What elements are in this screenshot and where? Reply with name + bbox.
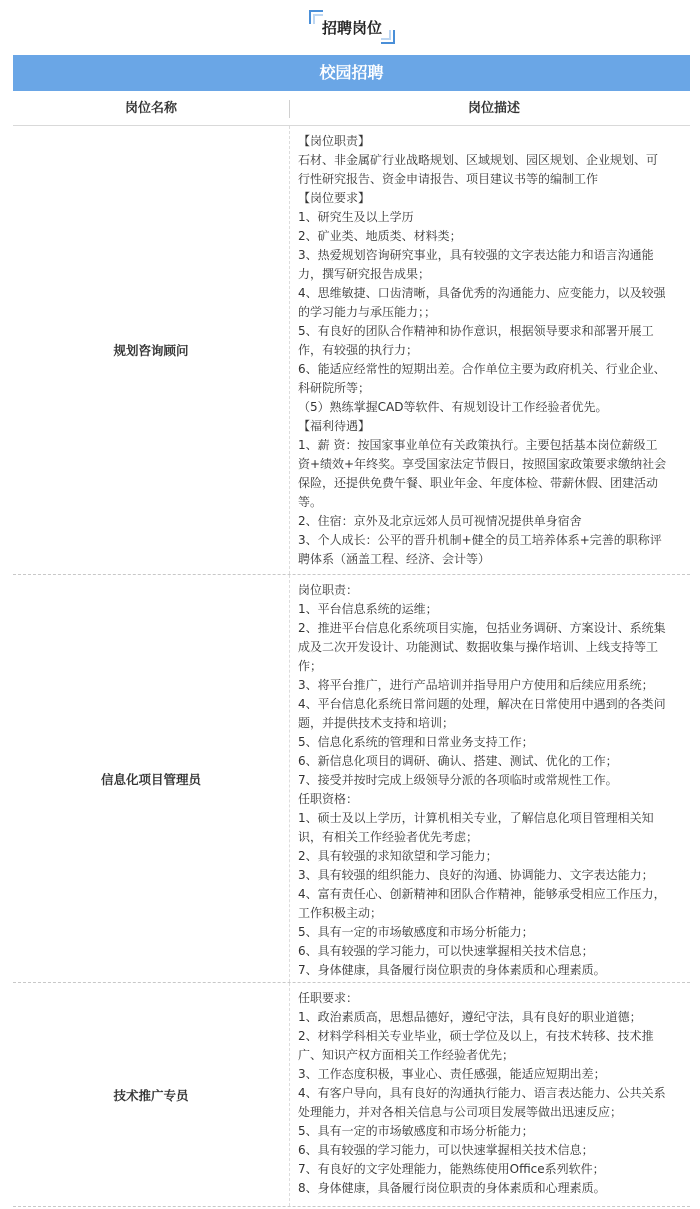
description-line: 3、工作态度积极，事业心、责任感强，能适应短期出差；: [298, 1067, 606, 1081]
description-line: 3、热爱规划咨询研究事业，具有较强的文字表达能力和语言沟通能: [298, 248, 654, 262]
description-line: 1、研究生及以上学历: [298, 210, 414, 224]
description-line: 行性研究报告、资金申请报告、项目建议书等的编制工作: [298, 172, 599, 186]
description-line: 7、接受并按时完成上级领导分派的各项临时或常规性工作。: [298, 773, 618, 787]
table-row: [13, 983, 690, 1207]
description-line: 作，有较强的执行力；: [298, 343, 419, 357]
description-line: 成及二次开发设计、功能测试、数据收集与操作培训、上线支持等工: [298, 640, 659, 654]
description-line: 1、薪 资：按国家事业单位有关政策执行。主要包括基本岗位薪级工: [298, 438, 658, 452]
description-line: 石材、非金属矿行业战略规划、区域规划、园区规划、企业规划、可: [298, 153, 659, 167]
description-line: 题，并提供技术支持和培训；: [298, 716, 455, 730]
description-line: 2、材料学科相关专业毕业，硕士学位及以上，有技术转移、技术推: [298, 1029, 654, 1043]
description-line: 2、具有较强的求知欲望和学习能力；: [298, 849, 498, 863]
description-line: 任职要求：: [298, 991, 359, 1005]
description-line: 资+绩效+年终奖。享受国家法定节假日，按照国家政策要求缴纳社会: [298, 457, 667, 471]
position-description: [298, 132, 690, 569]
description-line: 5、有良好的团队合作精神和协作意识，根据领导要求和部署开展工: [298, 324, 654, 338]
description-line: 的学习能力与承压能力；；: [298, 305, 437, 319]
description-line: 4、富有责任心、创新精神和团队合作精神，能够承受相应工作压力，: [298, 887, 666, 901]
row-divider: [289, 983, 290, 1206]
table-row: [13, 126, 690, 575]
description-line: 7、身体健康，具备履行岗位职责的身体素质和心理素质。: [298, 963, 606, 977]
description-line: 聘体系（涵盖工程、经济、会计等）: [298, 552, 491, 566]
description-line: 广、知识产权方面相关工作经验者优先；: [298, 1048, 515, 1062]
description-line: 1、政治素质高，思想品德好，遵纪守法，具有良好的职业道德；: [298, 1010, 642, 1024]
description-line: 【岗位职责】: [298, 134, 371, 148]
section-heading-text: 招聘岗位: [321, 19, 382, 37]
section-heading: [0, 8, 700, 48]
description-line: 保险，还提供免费午餐、职业年金、年度体检、带薪休假、团建活动: [298, 476, 659, 490]
description-line: 5、具有一定的市场敏感度和市场分析能力；: [298, 1124, 534, 1138]
heading-frame: [309, 10, 395, 44]
description-line: （5）熟练掌握CAD等软件、有规划设计工作经验者优先。: [298, 400, 608, 414]
description-line: 等。: [298, 495, 323, 509]
description-line: 7、有良好的文字处理能力，能熟练使用Office系列软件；: [298, 1162, 605, 1176]
campus-recruit-banner: 校园招聘: [13, 55, 690, 91]
position-name: 信息化项目管理员: [100, 771, 201, 787]
description-line: 岗位职责：: [298, 583, 359, 597]
description-line: 3、将平台推广，进行产品培训并指导用户方使用和后续应用系统；: [298, 678, 654, 692]
description-line: 1、硕士及以上学历，计算机相关专业，了解信息化项目管理相关知: [298, 811, 654, 825]
position-description: [298, 581, 690, 980]
description-line: 4、思维敏捷、口齿清晰，具备优秀的沟通能力、应变能力，以及较强: [298, 286, 666, 300]
description-line: 8、身体健康，具备履行岗位职责的身体素质和心理素质。: [298, 1181, 606, 1195]
column-header-description: 岗位描述: [467, 101, 520, 116]
row-divider: [289, 575, 290, 982]
description-line: 6、能适应经常性的短期出差。合作单位主要为政府机关、行业企业、: [298, 362, 666, 376]
description-line: 2、矿业类、地质类、材料类；: [298, 229, 462, 243]
column-header-name: 岗位名称: [124, 101, 177, 116]
description-line: 6、具有较强的学习能力，可以快速掌握相关技术信息；: [298, 1143, 594, 1157]
description-line: 4、平台信息化系统日常问题的处理，解决在日常使用中遇到的各类问: [298, 697, 666, 711]
position-name: 规划咨询顾问: [113, 343, 189, 358]
description-line: 4、有客户导向，具有良好的沟通执行能力、语言表达能力、公共关系: [298, 1086, 666, 1100]
description-line: 科研院所等；: [298, 381, 371, 395]
description-line: 1、平台信息系统的运维；: [298, 602, 438, 616]
description-line: 力，撰写研究报告成果；: [298, 267, 431, 281]
description-line: 2、推进平台信息化系统项目实施，包括业务调研、方案设计、系统集: [298, 621, 666, 635]
position-name: 技术推广专员: [113, 1087, 189, 1103]
description-line: 5、具有一定的市场敏感度和市场分析能力；: [298, 925, 534, 939]
description-line: 3、具有较强的组织能力、良好的沟通、协调能力、文字表达能力；: [298, 868, 654, 882]
table-row: [13, 575, 690, 983]
description-line: 任职资格：: [298, 792, 359, 806]
description-line: 2、住宿：京外及北京远郊人员可视情况提供单身宿舍: [298, 514, 582, 528]
description-line: 5、信息化系统的管理和日常业务支持工作；: [298, 735, 534, 749]
description-line: 3、个人成长：公平的晋升机制+健全的员工培养体系+完善的职称评: [298, 533, 662, 547]
description-line: 【岗位要求】: [298, 191, 371, 205]
description-line: 作；: [298, 659, 323, 673]
row-divider: [289, 126, 290, 574]
position-description: [298, 989, 690, 1198]
description-line: 6、具有较强的学习能力，可以快速掌握相关技术信息；: [298, 944, 594, 958]
description-line: 【福利待遇】: [298, 419, 371, 433]
description-line: 6、新信息化项目的调研、确认、搭建、测试、优化的工作；: [298, 754, 618, 768]
description-line: 识，有相关工作经验者优先考虑；: [298, 830, 479, 844]
description-line: 处理能力，并对各相关信息与公司项目发展等做出迅速反应；: [298, 1105, 623, 1119]
description-line: 工作积极主动；: [298, 906, 383, 920]
column-divider: [289, 100, 290, 118]
table-header: [13, 93, 690, 126]
